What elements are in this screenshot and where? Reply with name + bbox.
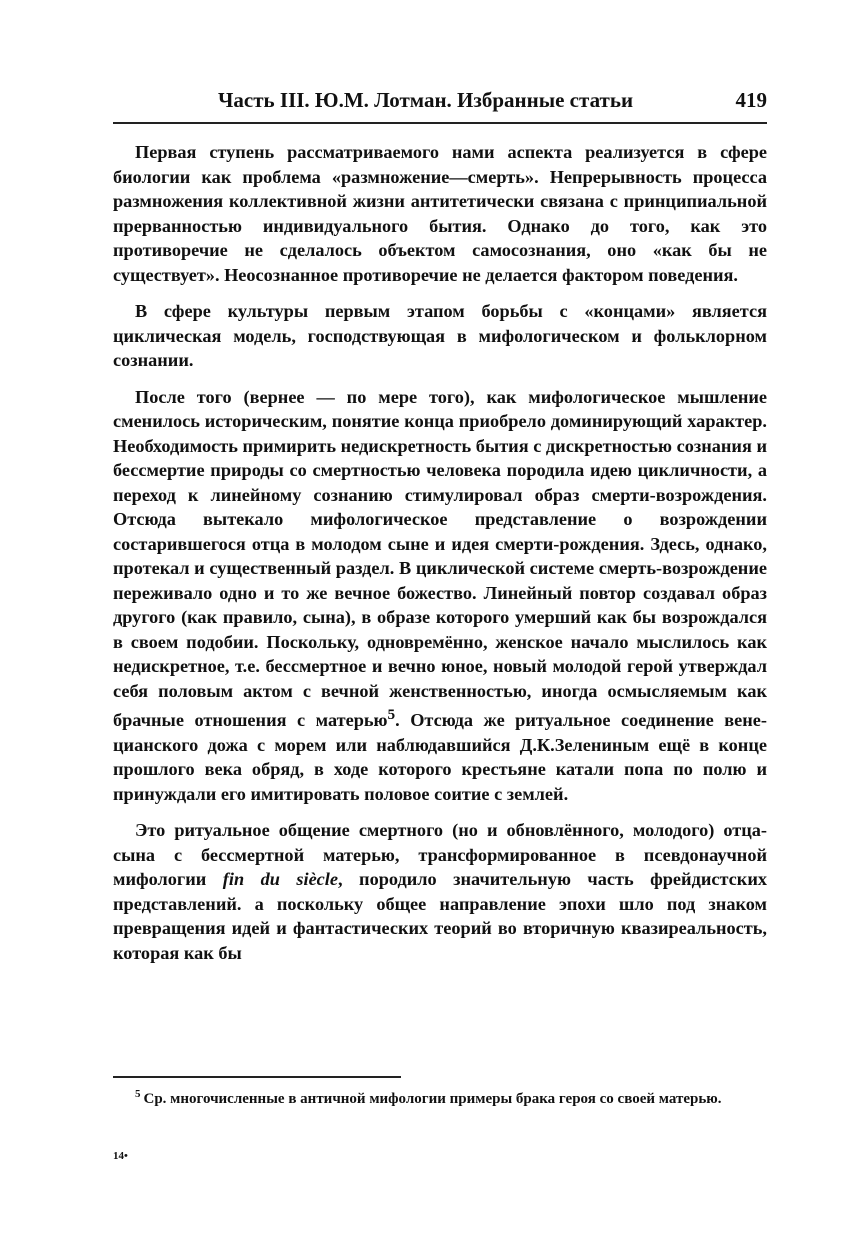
paragraph-3-text: После того (вернее — по мере того), как мифологическое мышление сменилось историческим, понятие конца приобрело доминирующий характер. Необходимость примирить недискретность бытия с дискретностью сознания и бессмертие природы со смертностью человека породила идею цикличности, а переход к линейному сознанию стимулировал образ смерти-возрождения. Отсюда вытекало мифологическое представление о возрождении состарившегося отца в молодом сыне и идея смерти-рождения. Здесь, однако, протекал и существенный раздел. В циклической системе смерть-возрождение переживало одно и то же вечное божество. Линейный повтор создавал образ другого (как правило, сына), в образе которого умерший как бы возрождался в своем подобии. Поскольку, одновремённо, женское начало мыслилось как недискретное, т.е. бессмертное и вечно юное, новый молодой герой утверждал себя половым актом с вечной женственностью, иногда осмысляемым как брачные отношения с матерью bbox=[113, 386, 767, 731]
italic-phrase: fin du siècle bbox=[222, 869, 338, 890]
body-text bbox=[113, 140, 767, 977]
paragraph-4 bbox=[113, 818, 767, 965]
footnote-rule bbox=[113, 1076, 401, 1078]
paragraph-4-text-a: Это ритуальное общение смертного (но и обновлённого, молодого) отца-сына с бессмертной матерью, трансформированное в псевдонаучной мифологии bbox=[113, 820, 767, 890]
paragraph-3 bbox=[113, 385, 767, 807]
footnote bbox=[113, 1084, 767, 1109]
signature-mark: 14• bbox=[113, 1150, 128, 1162]
running-title: Часть III. Ю.М. Лотман. Избранные статьи bbox=[218, 88, 634, 112]
paragraph-1: Первая ступень рассматриваемого нами аспекта реализуется в сфере биологии как проблема «размножение—смерть». Непрерывность процесса размножения коллективной жизни антитетически связана с принципиальной прерванностью индивидуального бытия. Однако до того, как это противоречие не сделалось объектом самосознания, оно «как бы не существует». Неосознанное противоречие не делается фактором поведения. bbox=[113, 142, 767, 285]
paragraph-4-text-b: , породило значительную часть фрейдистских представлений. а поскольку общее направление эпохи шло под знаком превращения идей и фантастических теорий во вторичную квазиреальность, которая как бы bbox=[113, 869, 767, 963]
footnote-reference[interactable]: 5 bbox=[387, 706, 396, 723]
header-rule bbox=[113, 122, 767, 124]
footnote-text: Ср. многочисленные в античной мифологии примеры брака героя со своей матерью. bbox=[143, 1091, 722, 1107]
page-number: 419 bbox=[735, 88, 767, 112]
paragraph-2: В сфере культуры первым этапом борьбы с «концами» является циклическая модель, господствующая в мифологическом и фольклорном сознании. bbox=[113, 301, 767, 370]
paragraph-3-tail: . Отсюда же ритуальное соединение венецианского дожа с морем или наблюдавшийся Д.К.Зелениным ещё в конце прошлого века обряд, в ходе которого крестьяне катали попа по полю и принуждали его имитировать половое соитие с землей. bbox=[113, 710, 767, 804]
footnote-marker: 5 bbox=[135, 1088, 141, 1100]
running-header bbox=[113, 88, 767, 120]
